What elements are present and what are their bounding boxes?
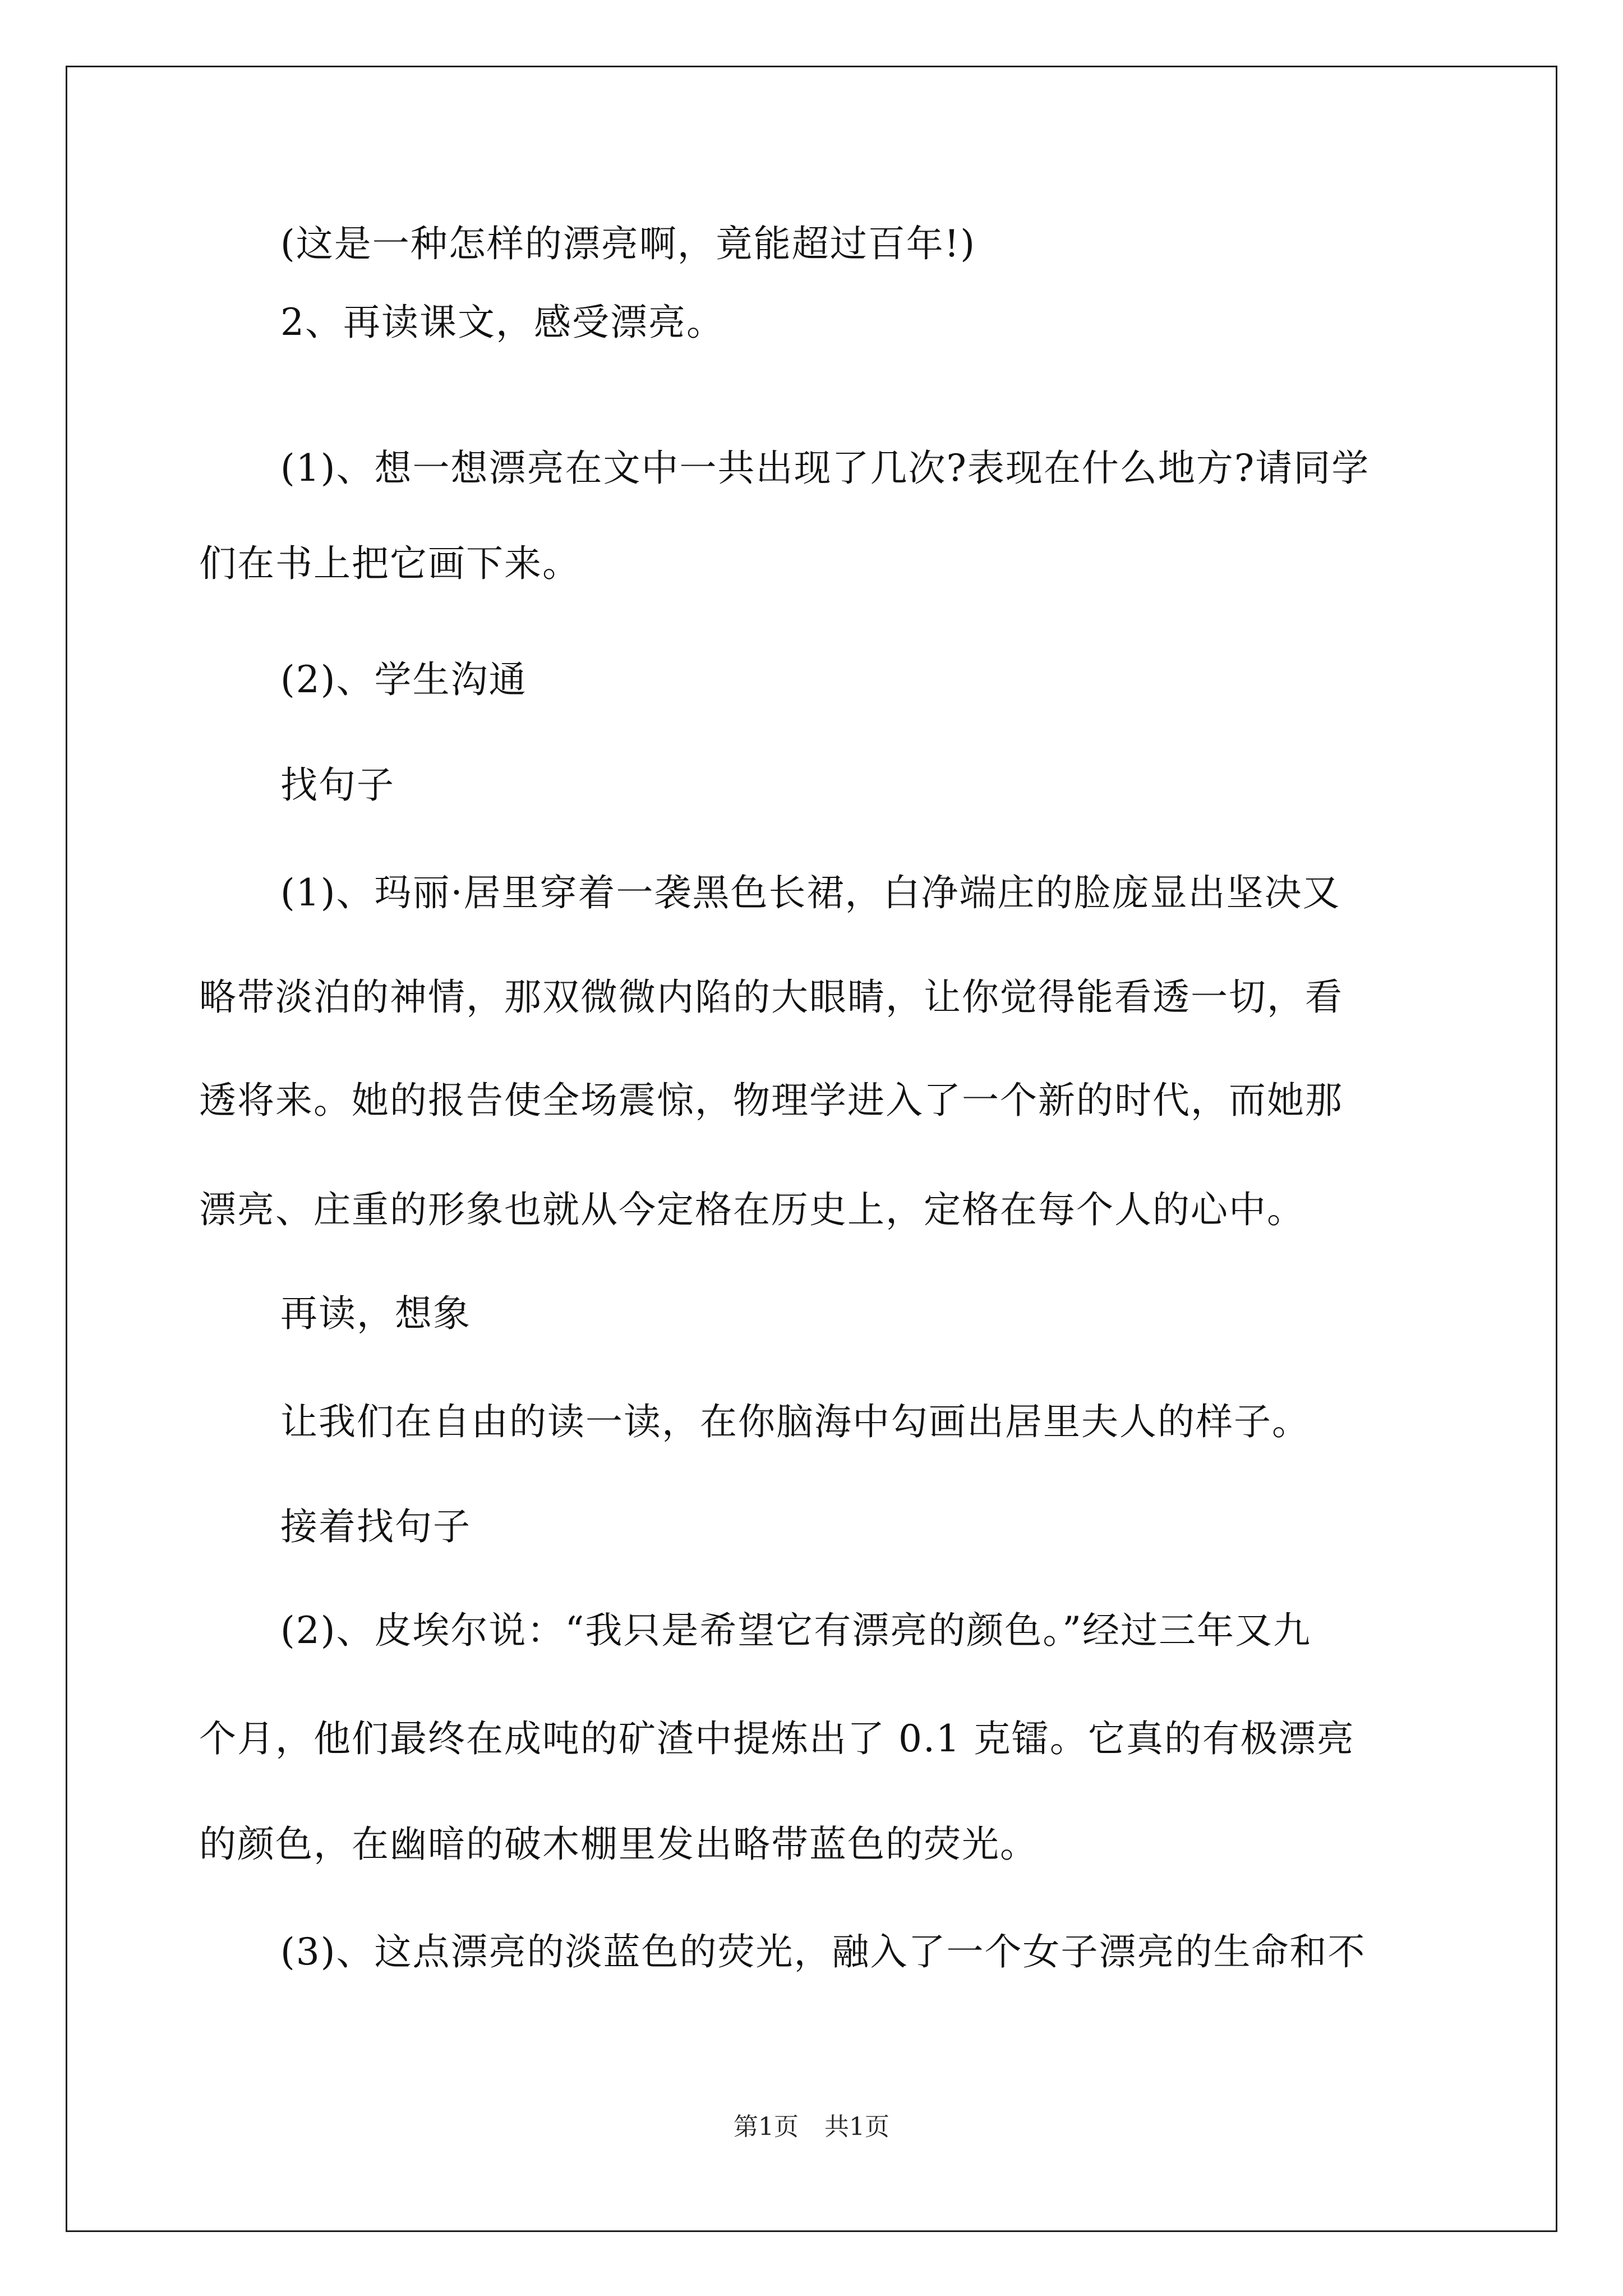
page-total: 共1页 <box>824 2113 889 2141</box>
paragraph-line: 略带淡泊的神情，那双微微内陷的大眼睛，让你觉得能看透一切，看 <box>199 976 1343 1019</box>
page-number: 第1页 <box>734 2113 799 2141</box>
paragraph-line: (2)、学生沟通 <box>280 658 527 701</box>
paragraph-line: (2)、皮埃尔说：“我只是希望它有漂亮的颜色。”经过三年又九 <box>280 1609 1311 1652</box>
paragraph-line: 让我们在自由的读一读，在你脑海中勾画出居里夫人的样子。 <box>280 1400 1310 1443</box>
paragraph-line: (这是一种怎样的漂亮啊，竟能超过百年!) <box>280 222 976 265</box>
paragraph-line: 们在书上把它画下来。 <box>199 542 580 585</box>
page-footer <box>0 2111 1623 2143</box>
paragraph-line: 找句子 <box>280 763 395 807</box>
paragraph-line: 2、再读课文，感受漂亮。 <box>280 301 725 344</box>
page-border <box>66 66 1557 2232</box>
paragraph-line: 的颜色，在幽暗的破木棚里发出略带蓝色的荧光。 <box>199 1823 1038 1866</box>
paragraph-line: (1)、玛丽·居里穿着一袭黑色长裙，白净端庄的脸庞显出坚决又 <box>280 871 1341 914</box>
paragraph-line: (1)、想一想漂亮在文中一共出现了几次?表现在什么地方?请同学 <box>280 447 1370 490</box>
paragraph-line: (3)、这点漂亮的淡蓝色的荧光，融入了一个女子漂亮的生命和不 <box>280 1930 1366 1973</box>
paragraph-line: 透将来。她的报告使全场震惊，物理学进入了一个新的时代，而她那 <box>199 1079 1343 1122</box>
paragraph-line: 漂亮、庄重的形象也就从今定格在历史上，定格在每个人的心中。 <box>199 1188 1305 1231</box>
paragraph-line: 个月，他们最终在成吨的矿渣中提炼出了 0.1 克镭。它真的有极漂亮 <box>199 1717 1355 1760</box>
paragraph-line: 接着找句子 <box>280 1505 471 1548</box>
paragraph-line: 再读，想象 <box>280 1292 471 1335</box>
